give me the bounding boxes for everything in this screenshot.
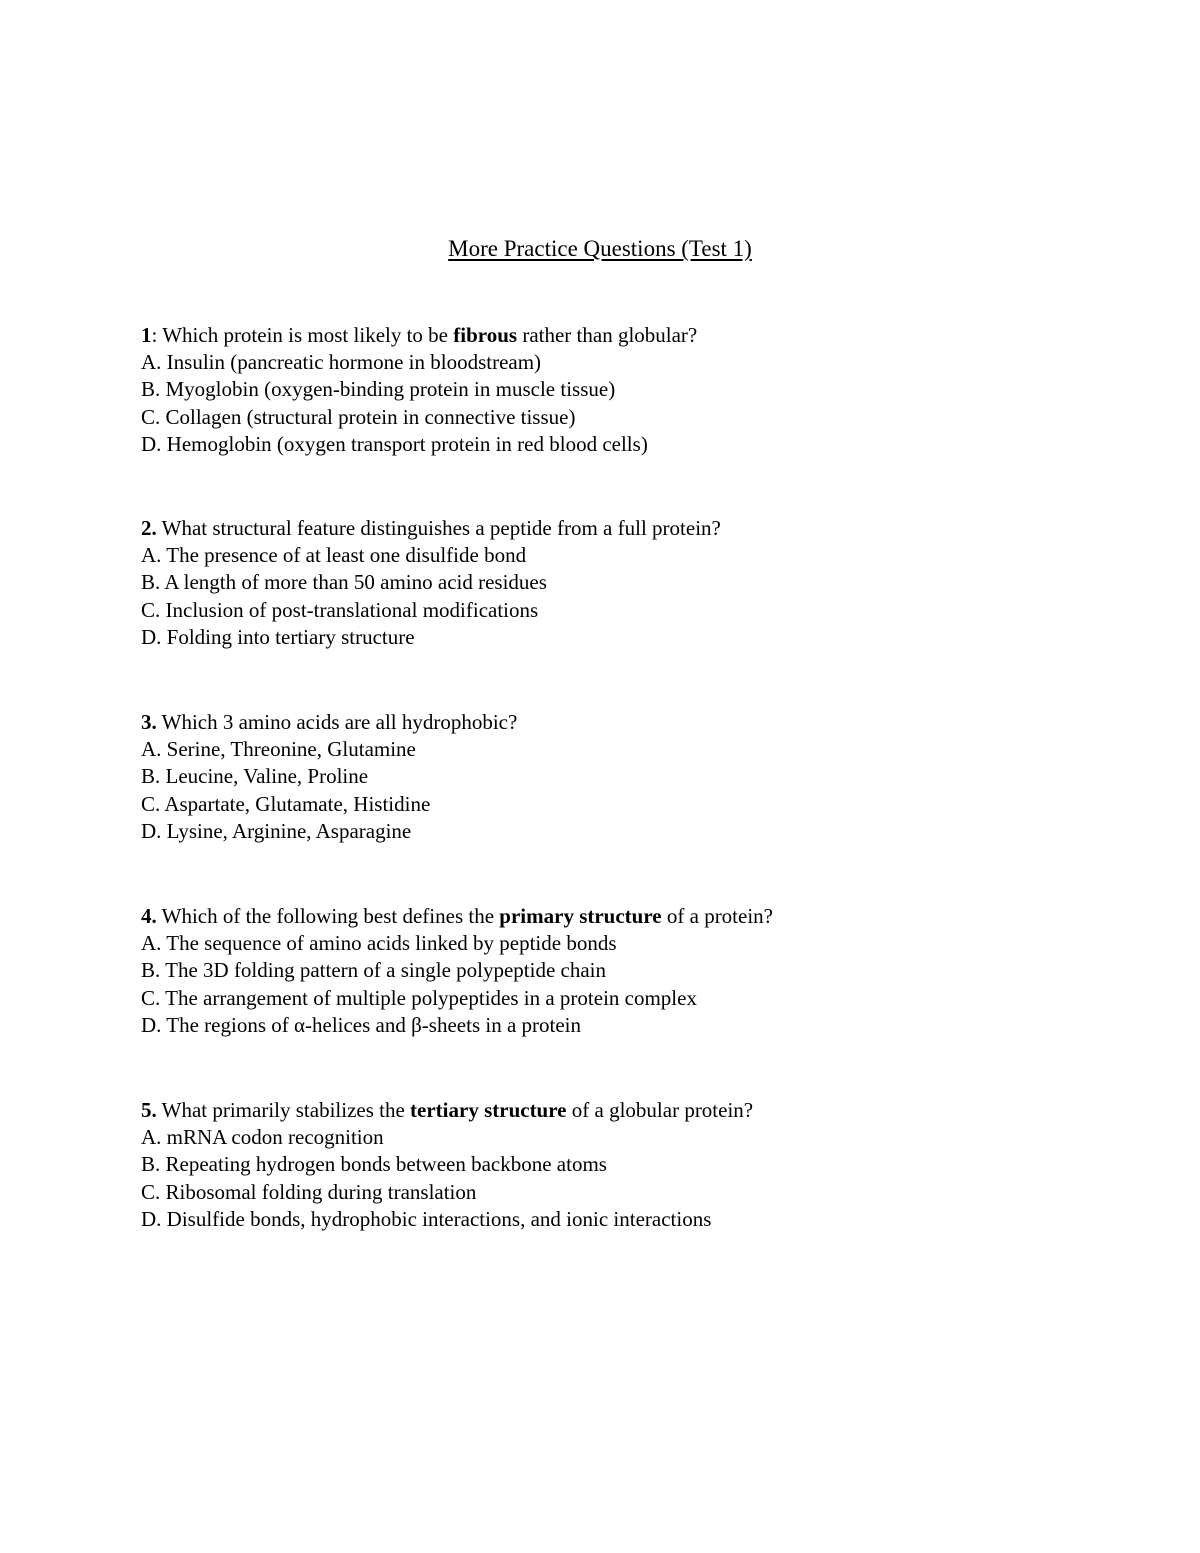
question-number: 1: [141, 323, 152, 347]
answer-option: A. Insulin (pancreatic hormone in bloodstream): [141, 350, 542, 375]
answer-option: C. Inclusion of post-translational modifications: [141, 597, 539, 622]
stem-text: What structural feature distinguishes a peptide from a full protein?: [156, 516, 721, 540]
question-1: [141, 322, 1141, 458]
question-stem: [141, 709, 1141, 736]
stem-text: of a globular protein?: [566, 1098, 754, 1122]
stem-text: Which of the following best defines the: [156, 904, 500, 928]
stem-text: Which 3 amino acids are all hydrophobic?: [156, 710, 518, 734]
answer-option: B. Leucine, Valine, Proline: [141, 764, 369, 789]
question-number: 2.: [141, 516, 157, 540]
question-stem: [141, 322, 1141, 349]
stem-emphasis: primary structure: [499, 904, 662, 928]
answer-option: C. Aspartate, Glutamate, Histidine: [141, 791, 431, 816]
answer-option: C. The arrangement of multiple polypeptides in a protein complex: [141, 985, 697, 1010]
answer-option: C. Ribosomal folding during translation: [141, 1179, 477, 1204]
answer-option: D. The regions of α-helices and β-sheets in a protein: [141, 1012, 582, 1037]
answer-option: B. The 3D folding pattern of a single polypeptide chain: [141, 958, 607, 983]
answer-option: D. Disulfide bonds, hydrophobic interactions, and ionic interactions: [141, 1206, 712, 1231]
question-number: 4.: [141, 904, 157, 928]
answer-option: D. Lysine, Arginine, Asparagine: [141, 818, 412, 843]
answer-option: B. Myoglobin (oxygen-binding protein in muscle tissue): [141, 377, 616, 402]
answer-option: A. mRNA codon recognition: [141, 1125, 384, 1150]
answer-option: D. Folding into tertiary structure: [141, 624, 415, 649]
question-stem: [141, 515, 1141, 542]
question-2: [141, 515, 1141, 651]
question-number: 5.: [141, 1098, 157, 1122]
question-5: [141, 1097, 1141, 1233]
stem-text: of a protein?: [661, 904, 773, 928]
answer-option: A. The sequence of amino acids linked by peptide bonds: [141, 931, 617, 956]
question-stem: [141, 903, 1141, 930]
stem-text: What primarily stabilizes the: [156, 1098, 411, 1122]
question-separator: :: [151, 323, 158, 347]
answer-option: C. Collagen (structural protein in connective tissue): [141, 404, 576, 429]
answer-option: B. A length of more than 50 amino acid residues: [141, 570, 547, 595]
question-number: 3.: [141, 710, 157, 734]
stem-emphasis: tertiary structure: [410, 1098, 567, 1122]
document-title: More Practice Questions (Test 1): [448, 236, 752, 261]
question-4: [141, 903, 1141, 1039]
answer-option: D. Hemoglobin (oxygen transport protein in red blood cells): [141, 431, 648, 456]
question-stem: [141, 1097, 1141, 1124]
stem-text: rather than globular?: [517, 323, 698, 347]
answer-option: A. The presence of at least one disulfide bond: [141, 543, 527, 568]
stem-text: Which protein is most likely to be: [157, 323, 454, 347]
question-3: [141, 709, 1141, 845]
answer-option: A. Serine, Threonine, Glutamine: [141, 737, 416, 762]
stem-emphasis: fibrous: [453, 323, 518, 347]
answer-option: B. Repeating hydrogen bonds between backbone atoms: [141, 1152, 607, 1177]
